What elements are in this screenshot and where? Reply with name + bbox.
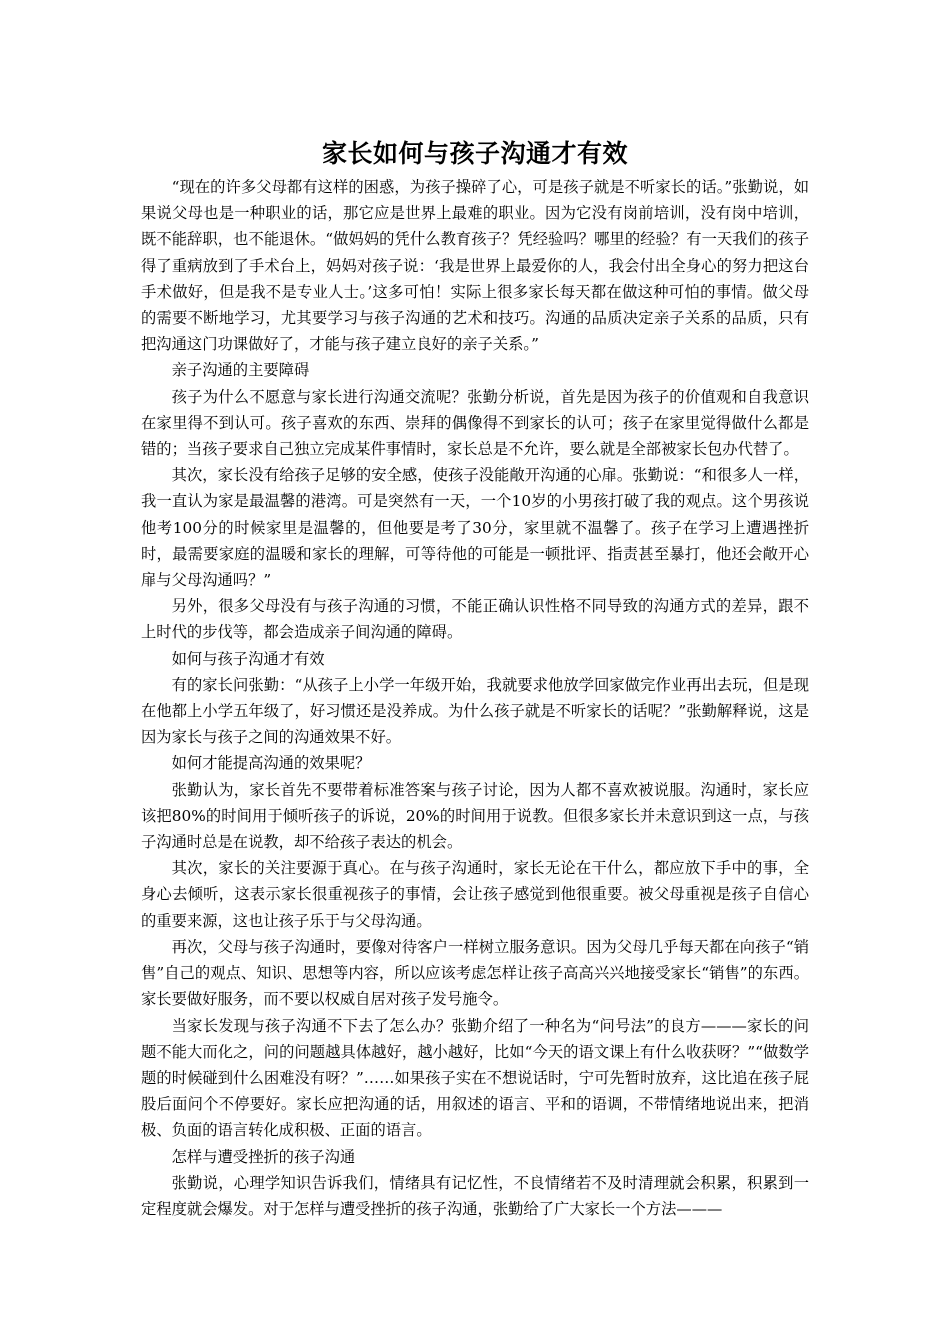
paragraph: “现在的许多父母都有这样的困惑，为孩子操碎了心，可是孩子就是不听家长的话。”张勤说，如果说父母也是一种职业的话，那它应是世界上最难的职业。因为它没有岗前培训，没有岗中培训，既不能辞职，也不能退休。“做妈妈的凭什么教育孩子？凭经验吗？哪里的经验？有一天我们的孩子得了重病放到了手术台上，妈妈对孩子说：‘我是世界上最爱你的人，我会付出全身心的努力把这台手术做好，但是我不是专业人士。’这多可怕！实际上很多家长每天都在做这种可怕的事情。做父母的需要不断地学习，尤其要学习与孩子沟通的艺术和技巧。沟通的品质决定亲子关系的品质，只有把沟通这门功课做好了，才能与孩子建立良好的亲子关系。” bbox=[141, 178, 809, 354]
paragraph: 张勤认为，家长首先不要带着标准答案与孩子讨论，因为人都不喜欢被说服。沟通时，家长应该把80%的时间用于倾听孩子的诉说，20%的时间用于说教。但很多家长并未意识到这一点，与孩子沟通时总是在说教，却不给孩子表达的机会。 bbox=[141, 780, 809, 852]
document-title: 家长如何与孩子沟通才有效 bbox=[321, 139, 628, 168]
paragraph: 如何才能提高沟通的效果呢？ bbox=[171, 754, 371, 773]
paragraph: 孩子为什么不愿意与家长进行沟通交流呢？张勤分析说，首先是因为孩子的价值观和自我意识在家里得不到认可。孩子喜欢的东西、崇拜的偶像得不到家长的认可；孩子在家里觉得做什么都是错的；当孩子要求自己独立完成某件事情时，家长总是不允许，要么就是全部被家长包办代替了。 bbox=[141, 387, 809, 459]
section-heading: 亲子沟通的主要障碍 bbox=[171, 361, 310, 380]
section-heading: 怎样与遭受挫折的孩子沟通 bbox=[171, 1147, 356, 1166]
paragraph: 另外，很多父母没有与孩子沟通的习惯，不能正确认识性格不同导致的沟通方式的差异，跟不上时代的步伐等，都会造成亲子间沟通的障碍。 bbox=[141, 597, 809, 642]
paragraph: 当家长发现与孩子沟通不下去了怎么办？张勤介绍了一种名为“问号法”的良方———家长的问题不能大而化之，问的问题越具体越好，越小越好，比如“今天的语文课上有什么收获呀？”“做数学题的时候碰到什么困难没有呀？”……如果孩子实在不想说话时，宁可先暂时放弃，这比追在孩子屁股后面问个不停要好。家长应把沟通的话，用叙述的语言、平和的语调，不带情绪地说出来，把消极、负面的语言转化成积极、正面的语言。 bbox=[141, 1016, 809, 1140]
document-body bbox=[141, 174, 809, 1222]
paragraph: 有的家长问张勤：“从孩子上小学一年级开始，我就要求他放学回家做完作业再出去玩，但是现在他都上小学五年级了，好习惯还是没养成。为什么孩子就是不听家长的话呢？”张勤解释说，这是因为家长与孩子之间的沟通效果不好。 bbox=[141, 675, 809, 747]
paragraph: 再次，父母与孩子沟通时，要像对待客户一样树立服务意识。因为父母几乎每天都在向孩子“销售”自己的观点、知识、思想等内容，所以应该考虑怎样让孩子高高兴兴地接受家长“销售”的东西。家长要做好服务，而不要以权威自居对孩子发号施令。 bbox=[141, 937, 809, 1009]
paragraph: 张勤说，心理学知识告诉我们，情绪具有记忆性，不良情绪若不及时清理就会积累，积累到一定程度就会爆发。对于怎样与遭受挫折的孩子沟通，张勤给了广大家长一个方法——— bbox=[141, 1173, 809, 1218]
paragraph: 其次，家长的关注要源于真心。在与孩子沟通时，家长无论在干什么，都应放下手中的事，全身心去倾听，这表示家长很重视孩子的事情，会让孩子感觉到他很重要。被父母重视是孩子自信心的重要来源，这也让孩子乐于与父母沟通。 bbox=[141, 859, 809, 930]
paragraph: 其次，家长没有给孩子足够的安全感，使孩子没能敞开沟通的心扉。张勤说：“和很多人一样，我一直认为家是最温馨的港湾。可是突然有一天，一个10岁的小男孩打破了我的观点。这个男孩说他考100分的时候家里是温馨的，但他要是考了30分，家里就不温馨了。孩子在学习上遭遇挫折时，最需要家庭的温暖和家长的理解，可等待他的可能是一顿批评、指责甚至暴打，他还会敞开心扉与父母沟通吗？” bbox=[141, 466, 809, 590]
section-heading: 如何与孩子沟通才有效 bbox=[171, 649, 325, 668]
